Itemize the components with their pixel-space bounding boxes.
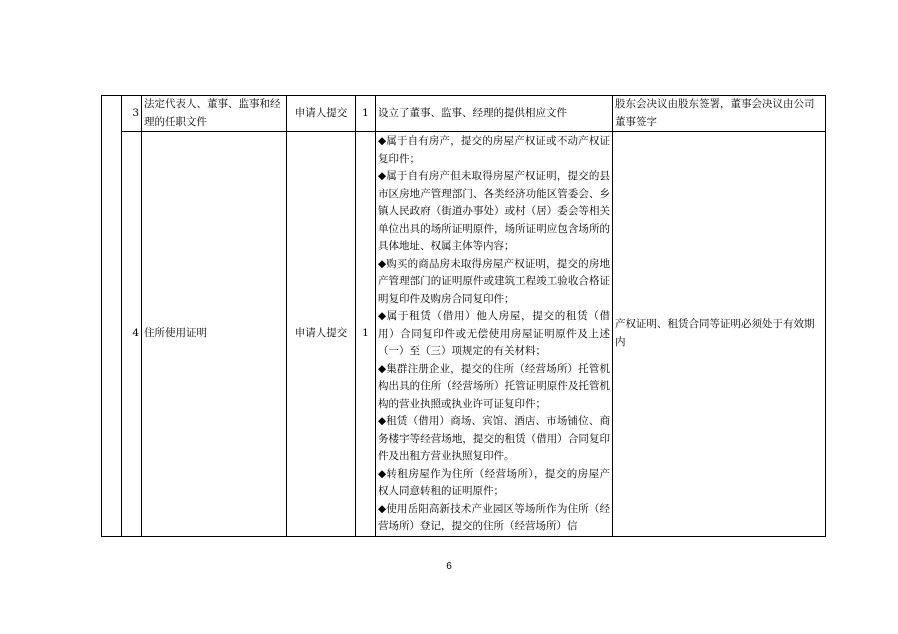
requirement-item: ◆购买的商品房未取得房屋产权证明，提交的房地产管理部门的证明原件或建筑工程竣工验收合格证明复印件及购房合同复印件； [378, 257, 610, 305]
row-index: 4 [122, 132, 142, 537]
requirement-item: ◆转租房屋作为住所（经营场所），提交的房屋产权人同意转租的证明原件； [378, 467, 610, 497]
row-index: 3 [122, 96, 142, 132]
note-text: 股东会决议由股东签署，董事会决议由公司董事签字 [613, 96, 826, 132]
page-number: 6 [446, 561, 452, 572]
note-text: 产权证明、租赁合同等证明必须处于有效期内 [613, 132, 826, 537]
requirement-item: ◆属于租赁（借用）他人房屋，提交的租赁（借用）合同复印件或无偿使用房屋证明原件及上述（一）至（三）项规定的有关材料； [378, 310, 610, 357]
category-cell [102, 96, 122, 537]
requirement-text: 设立了董事、监事、经理的提供相应文件 [376, 96, 613, 132]
copies: 1 [356, 96, 376, 132]
submitter: 申请人提交 [287, 132, 356, 537]
requirement-item: ◆租赁（借用）商场、宾馆、酒店、市场铺位、商务楼宇等经营场地，提交的租赁（借用）合同复印件及出租方营业执照复印件。 [378, 415, 610, 462]
requirement-item: ◆使用岳阳高新技术产业园区等场所作为住所（经营场所）登记，提交的住所（经营场所）信 [378, 502, 610, 532]
requirements-table [101, 95, 826, 537]
table-row [102, 96, 826, 132]
requirement-item: ◆属于自有房产但未取得房屋产权证明，提交的县市区房地产管理部门、各类经济功能区管委会、乡镇人民政府（街道办事处）或村（居）委会等相关单位出具的场所证明原件，场所证明应包含场所的具体地址、权属主体等内容； [378, 170, 610, 252]
requirement-item: ◆集群注册企业，提交的住所（经营场所）托管机构出具的住所（经营场所）托管证明原件及托管机构的营业执照或执业许可证复印件； [378, 362, 610, 410]
requirement-list [376, 132, 613, 537]
item-name: 住所使用证明 [142, 132, 287, 537]
copies: 1 [356, 132, 376, 537]
table-row [102, 132, 826, 537]
requirement-item: ◆属于自有房产，提交的房屋产权证或不动产权证复印件； [378, 135, 610, 165]
submitter: 申请人提交 [287, 96, 356, 132]
item-name: 法定代表人、董事、监事和经理的任职文件 [142, 96, 287, 132]
